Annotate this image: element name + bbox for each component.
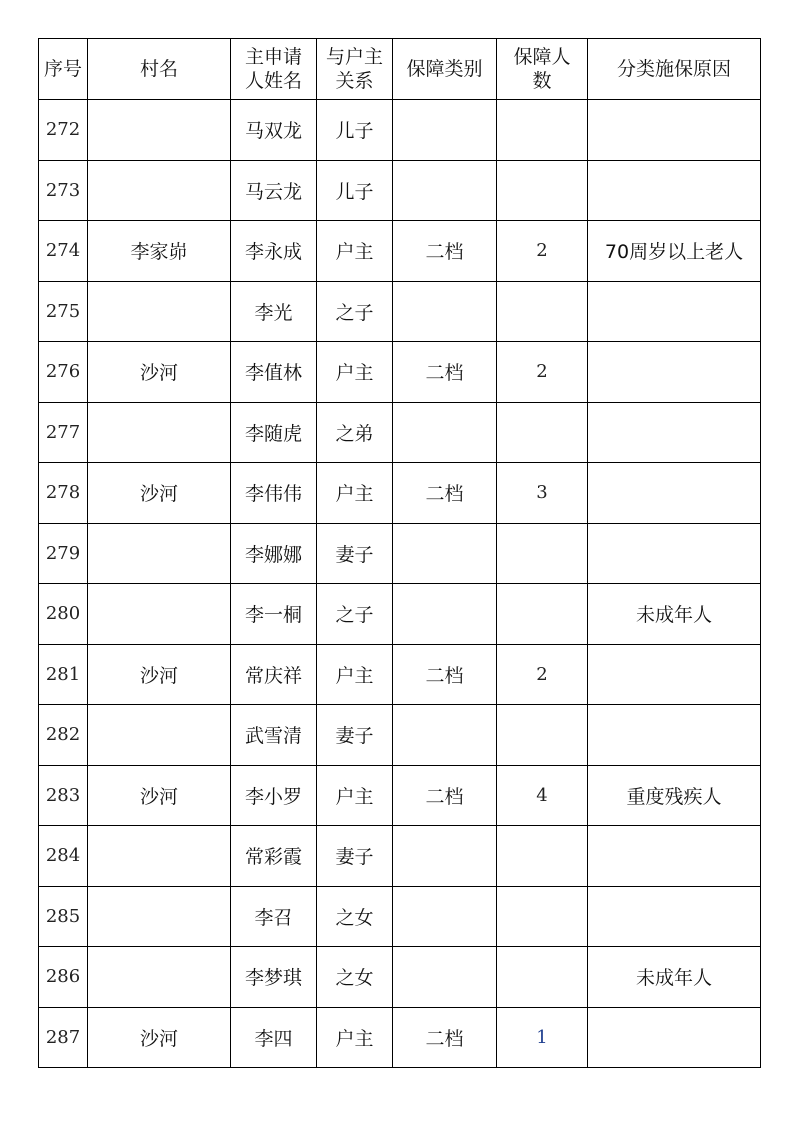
cell-category: 二档 (393, 765, 497, 826)
cell-count: 2 (497, 342, 588, 403)
cell-applicant-name: 李召 (231, 886, 317, 947)
cell-category (393, 100, 497, 161)
cell-count (497, 523, 588, 584)
cell-reason: 重度残疾人 (588, 765, 761, 826)
cell-count (497, 886, 588, 947)
cell-relation: 之子 (317, 584, 393, 645)
cell-category (393, 705, 497, 766)
table-row (39, 826, 761, 887)
cell-relation: 户主 (317, 644, 393, 705)
cell-seq: 274 (39, 221, 88, 282)
cell-relation: 之弟 (317, 402, 393, 463)
cell-relation: 妻子 (317, 705, 393, 766)
cell-relation: 户主 (317, 342, 393, 403)
cell-count (497, 584, 588, 645)
header-applicant (231, 39, 317, 100)
table-header (39, 39, 761, 100)
cell-category (393, 523, 497, 584)
cell-category: 二档 (393, 342, 497, 403)
assistance-table (38, 38, 761, 1068)
table-row (39, 705, 761, 766)
table-row (39, 765, 761, 826)
cell-reason (588, 160, 761, 221)
cell-applicant-name: 常彩霞 (231, 826, 317, 887)
cell-village (88, 826, 231, 887)
cell-village (88, 947, 231, 1008)
cell-village (88, 160, 231, 221)
cell-relation: 户主 (317, 463, 393, 524)
table-row (39, 342, 761, 403)
cell-applicant-name: 李一桐 (231, 584, 317, 645)
cell-count: 2 (497, 644, 588, 705)
cell-count: 3 (497, 463, 588, 524)
cell-reason (588, 705, 761, 766)
cell-reason (588, 826, 761, 887)
table-row (39, 1007, 761, 1068)
cell-category: 二档 (393, 1007, 497, 1068)
cell-applicant-name: 李光 (231, 281, 317, 342)
table-row (39, 523, 761, 584)
cell-count (497, 947, 588, 1008)
cell-relation: 妻子 (317, 826, 393, 887)
cell-category (393, 886, 497, 947)
cell-seq: 278 (39, 463, 88, 524)
cell-village (88, 100, 231, 161)
cell-seq: 280 (39, 584, 88, 645)
cell-applicant-name: 李值林 (231, 342, 317, 403)
cell-applicant-name: 李永成 (231, 221, 317, 282)
cell-count: 2 (497, 221, 588, 282)
cell-category (393, 826, 497, 887)
cell-seq: 284 (39, 826, 88, 887)
cell-applicant-name: 李娜娜 (231, 523, 317, 584)
cell-relation: 户主 (317, 765, 393, 826)
header-reason: 分类施保原因 (588, 39, 761, 100)
cell-reason: 未成年人 (588, 947, 761, 1008)
cell-relation: 户主 (317, 221, 393, 282)
cell-village: 李家峁 (88, 221, 231, 282)
cell-relation: 之女 (317, 886, 393, 947)
cell-category (393, 281, 497, 342)
header-count-line2: 数 (532, 70, 552, 92)
cell-applicant-name: 李伟伟 (231, 463, 317, 524)
header-row (39, 39, 761, 100)
cell-applicant-name: 李小罗 (231, 765, 317, 826)
cell-seq: 272 (39, 100, 88, 161)
table-row (39, 463, 761, 524)
table-row (39, 402, 761, 463)
cell-village: 沙河 (88, 342, 231, 403)
cell-seq: 287 (39, 1007, 88, 1068)
cell-applicant-name: 常庆祥 (231, 644, 317, 705)
cell-reason (588, 886, 761, 947)
cell-reason: 未成年人 (588, 584, 761, 645)
cell-village: 沙河 (88, 1007, 231, 1068)
cell-applicant-name: 李梦琪 (231, 947, 317, 1008)
table-row (39, 886, 761, 947)
table-row (39, 100, 761, 161)
cell-category: 二档 (393, 221, 497, 282)
cell-applicant-name: 李四 (231, 1007, 317, 1068)
table-row (39, 584, 761, 645)
cell-seq: 275 (39, 281, 88, 342)
cell-count (497, 100, 588, 161)
cell-seq: 283 (39, 765, 88, 826)
cell-reason (588, 644, 761, 705)
cell-reason (588, 523, 761, 584)
cell-category (393, 584, 497, 645)
cell-count (497, 705, 588, 766)
cell-relation: 之子 (317, 281, 393, 342)
header-village: 村名 (88, 39, 231, 100)
cell-count: 4 (497, 765, 588, 826)
cell-applicant-name: 马云龙 (231, 160, 317, 221)
cell-count: 1 (497, 1007, 588, 1068)
cell-village: 沙河 (88, 463, 231, 524)
cell-relation: 之女 (317, 947, 393, 1008)
table-row (39, 947, 761, 1008)
header-relation (317, 39, 393, 100)
cell-seq: 277 (39, 402, 88, 463)
cell-seq: 279 (39, 523, 88, 584)
header-applicant-line1: 主申请 (244, 46, 302, 68)
cell-seq: 276 (39, 342, 88, 403)
cell-village (88, 523, 231, 584)
cell-relation: 户主 (317, 1007, 393, 1068)
cell-category: 二档 (393, 463, 497, 524)
cell-seq: 285 (39, 886, 88, 947)
cell-category (393, 160, 497, 221)
header-category: 保障类别 (393, 39, 497, 100)
cell-seq: 281 (39, 644, 88, 705)
cell-reason (588, 463, 761, 524)
cell-applicant-name: 李随虎 (231, 402, 317, 463)
cell-reason (588, 402, 761, 463)
cell-village (88, 705, 231, 766)
cell-reason (588, 342, 761, 403)
header-count (497, 39, 588, 100)
cell-reason: 70周岁以上老人 (588, 221, 761, 282)
table-row (39, 160, 761, 221)
cell-seq: 273 (39, 160, 88, 221)
cell-relation: 妻子 (317, 523, 393, 584)
table-row (39, 644, 761, 705)
header-relation-line1: 与户主 (325, 46, 383, 68)
table-row (39, 221, 761, 282)
cell-count (497, 281, 588, 342)
cell-applicant-name: 武雪清 (231, 705, 317, 766)
header-count-line1: 保障人 (513, 46, 571, 68)
cell-count (497, 826, 588, 887)
cell-reason (588, 100, 761, 161)
header-seq: 序号 (39, 39, 88, 100)
cell-village (88, 281, 231, 342)
cell-relation: 儿子 (317, 100, 393, 161)
cell-seq: 282 (39, 705, 88, 766)
cell-village (88, 402, 231, 463)
cell-village (88, 886, 231, 947)
cell-reason (588, 281, 761, 342)
cell-village (88, 584, 231, 645)
cell-category (393, 947, 497, 1008)
cell-village: 沙河 (88, 765, 231, 826)
table-row (39, 281, 761, 342)
cell-seq: 286 (39, 947, 88, 1008)
cell-village: 沙河 (88, 644, 231, 705)
cell-count (497, 402, 588, 463)
cell-relation: 儿子 (317, 160, 393, 221)
cell-category (393, 402, 497, 463)
header-applicant-line2: 人姓名 (244, 70, 302, 92)
cell-reason (588, 1007, 761, 1068)
cell-applicant-name: 马双龙 (231, 100, 317, 161)
table-body (39, 100, 761, 1068)
cell-category: 二档 (393, 644, 497, 705)
cell-count (497, 160, 588, 221)
header-relation-line2: 关系 (335, 70, 374, 92)
